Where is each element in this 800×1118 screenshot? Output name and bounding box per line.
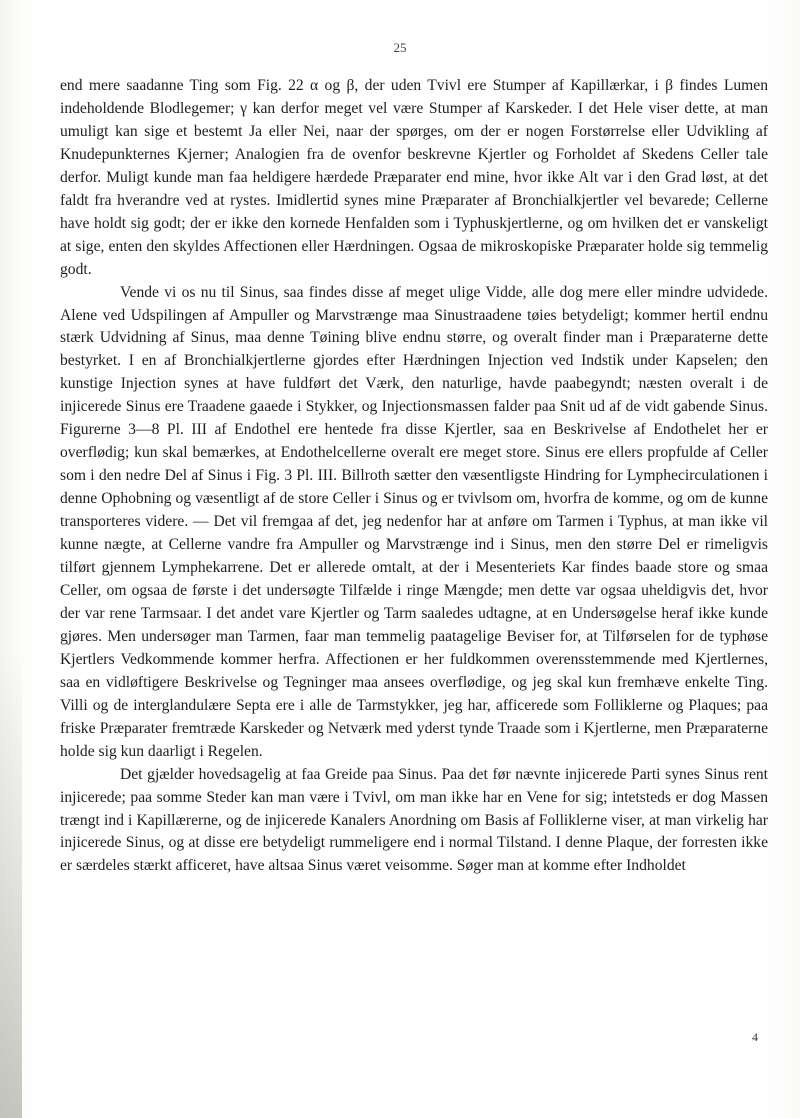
page-number: 25 [393, 40, 407, 55]
paragraph-2: Vende vi os nu til Sinus, saa findes disse af meget ulige Vidde, alle dog mere eller mindre udvidede. Alene ved Udspilingen af Ampuller og Marvstrænge maa Sinustraadene tøies betydeligt; kommer hertil endnu stærk Udvidning af Sinus, maa denne Tøining blive endnu større, og overalt finder man i Præparaterne dette bestyrket. I en af Bronchialkjertlerne gjordes efter Hærdningen Injection ved Indstik under Kapselen; den kunstige Injection synes at have fuldført det Værk, den naturlige, havde paabegyndt; næsten overalt i de injicerede Sinus ere Traadene gaaede i Stykker, og Injectionsmassen falder paa Snit ud af de vidt gabende Sinus. Figurerne 3—8 Pl. III af Endothel ere hentede fra disse Kjertler, saa en Beskrivelse af Endothelet her er overflødig; kun skal bemærkes, at Endothelcellerne overalt ere meget store. Sinus ere ellers propfulde af Celler som i den nedre Del af Sinus i Fig. 3 Pl. III. Billroth sætter den væsentligste Hindring for Lymphecirculationen i denne Ophobning og væsentligt af de store Celler i Sinus og er tvivlsom om, hvorfra de komme, og om de kunne transporteres videre. — Det vil fremgaa af det, jeg nedenfor har at anføre om Tarmen i Typhus, at man ikke vil kunne nægte, at Cellerne vandre fra Ampuller og Marvstrænge ind i Sinus, men den større Del er rimeligvis tilført gjennem Lymphekarrene. Det er allerede omtalt, at der i Mesenteriets Kar findes baade store og smaa Celler, om ogsaa de første i det undersøgte Tilfælde i ringe Mængde; men dette var ogsaa uheldigvis det, hvor der var rene Tarmsaar. I det andet vare Kjertler og Tarm saaledes udtagne, at en Undersøgelse heraf ikke kunde gjøres. Men undersøger man Tarmen, faar man temmelig paatagelige Beviser for, at Tilførselen for de typhøse Kjertlers Vedkommende kommer herfra. Affectionen er her fuldkommen overensstemmende med Kjertlernes, saa en vidløftigere Beskrivelse og Tegninger maa ansees overflødige, og jeg skal kun fremhæve enkelte Ting. Villi og de interglandulære Septa ere i alle de Tarmstykker, jeg har, afficerede som Folliklerne og Plaques; paa friske Præparater fremtræde Karskeder og Netværk med yderst tynde Traade som i Kjertlerne, men Præparaterne holde sig kun daarligt i Regelen. [60, 283, 768, 760]
signature-mark: 4 [752, 1030, 758, 1044]
body-text [60, 75, 768, 878]
paragraph-3: Det gjælder hovedsagelig at faa Greide paa Sinus. Paa det før nævnte injicerede Parti synes Sinus rent injicerede; paa somme Steder kan man være i Tvivl, om man ikke har en Vene for sig; intetsteds er dog Massen trængt ind i Kapillærerne, og de injicerede Kanalers Anordning om Basis af Folliklerne viser, at man virkelig har injicerede Sinus, og at disse ere betydeligt rummeligere end i normal Tilstand. I denne Plaque, der forresten ikke er særdeles stærkt afficeret, have altsaa Sinus været veisomme. Søger man at komme efter Indholdet [60, 765, 768, 875]
page-edge-shadow [0, 640, 22, 1118]
paragraph-1: end mere saadanne Ting som Fig. 22 α og β, der uden Tvivl ere Stumper af Kapillærkar, i β findes Lumen indeholdende Blodlegemer; γ kan derfor meget vel være Stumper af Karskeder. I det Hele viser dette, at man umuligt kan sige et bestemt Ja eller Nei, naar der spørges, om der er nogen Forstørrelse eller Udvikling af Knudepunkternes Kjerner; Analogien fra de ovenfor beskrevne Kjertler og Forholdet af Skedens Celler tale derfor. Muligt kunde man faa heldigere hærdede Præparater end mine, hvor ikke Alt var i den Grad løst, at det faldt fra hverandre ved at rystes. Imidlertid synes mine Præparater af Bronchialkjertler vel bevarede; Cellerne have holdt sig godt; der er ikke den kornede Henfalden som i Typhuskjertlerne, og om hvilken det er vanskeligt at sige, enten den skyldes Affectionen eller Hærdningen. Ogsaa de mikroskopiske Præparater holde sig temmelig godt. [60, 77, 768, 278]
